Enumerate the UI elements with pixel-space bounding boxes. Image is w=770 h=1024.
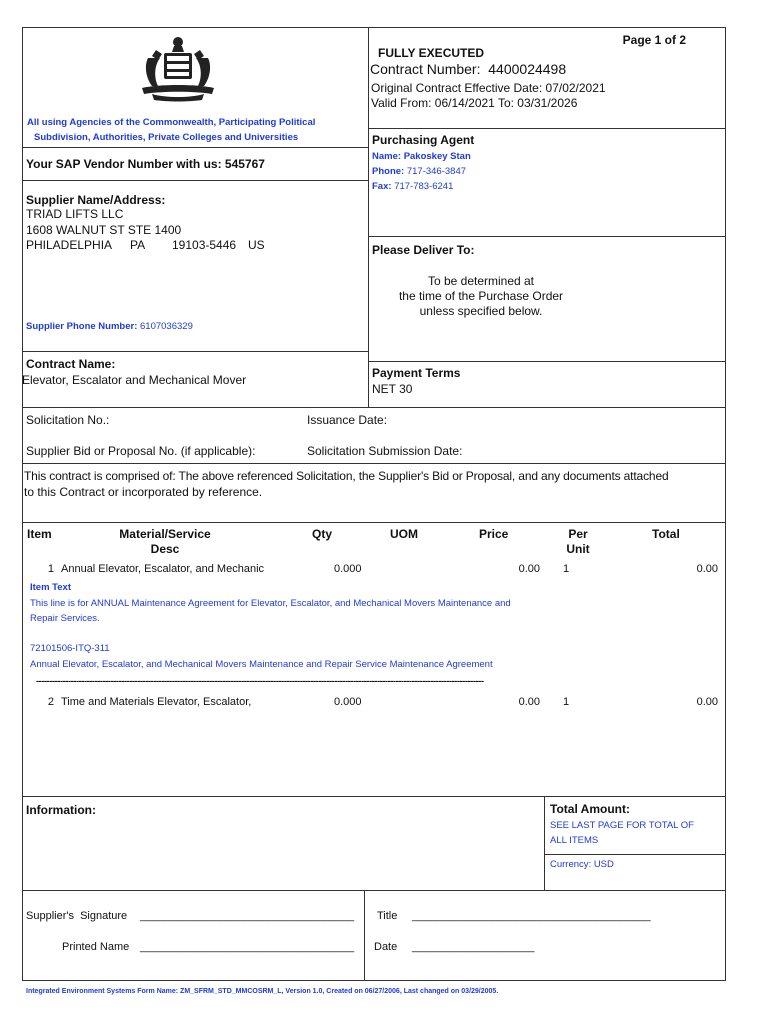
information-title: Information: (26, 803, 96, 817)
contract-number: Contract Number: 4400024498 (370, 61, 567, 77)
contract-name-title: Contract Name: (26, 357, 116, 371)
deliver-title: Please Deliver To: (372, 243, 475, 257)
supplier-signature-label: Supplier's Signature (26, 910, 128, 922)
col-per-line1: Per (568, 527, 588, 541)
agencies-line2: Subdivision, Authorities, Private Colleges and Universities (34, 132, 299, 143)
total-amount-title: Total Amount: (550, 802, 630, 816)
row-divider: ------------------------------------------------------------------------------------------------------------------------------------------------------------------------ (36, 676, 484, 687)
title-line[interactable]: _______________________________________ (412, 910, 651, 922)
date-line[interactable]: ____________________ (412, 941, 535, 953)
divider-solicitation (22, 463, 726, 464)
page-number: Page 1 of 2 (622, 33, 686, 47)
submission-date: Solicitation Submission Date: (307, 444, 463, 458)
sap-vendor-number: Your SAP Vendor Number with us: 545767 (26, 157, 265, 171)
col-desc-line2: Desc (150, 542, 180, 556)
col-desc-line1: Material/Service (119, 527, 211, 541)
agent-fax-label: Fax: (372, 181, 395, 192)
row1-desc: Annual Elevator, Escalator, and Mechanic (61, 563, 265, 575)
row2-number: 2 (47, 696, 54, 708)
agent-fax (372, 181, 453, 192)
item-code: 72101506-ITQ-311 (30, 643, 110, 654)
row2-desc: Time and Materials Elevator, Escalator, (61, 696, 252, 708)
title-label: Title (377, 910, 398, 922)
divider-signature (22, 890, 726, 891)
agent-fax-value: 717-783-6241 (394, 181, 454, 192)
agent-phone-value: 717-346-3847 (406, 166, 467, 177)
divider-agencies (22, 147, 368, 148)
item-text-line1: This line is for ANNUAL Maintenance Agreement for Elevator, Escalator, and Mechanical Movers Maintenance and (30, 598, 511, 609)
col-total: Total (652, 527, 680, 541)
contract-name-value: Elevator, Escalator and Mechanical Mover (22, 373, 247, 387)
divider-currency (544, 854, 726, 855)
agent-name (372, 151, 471, 162)
status-label: FULLY EXECUTED (378, 46, 485, 60)
divider-agent (368, 236, 726, 237)
footer-form-name: Integrated Environment Systems Form Name: ZM_SFRM_STD_MMCOSRM_L, Version 1.0, Created on 06/27/2006, Last changed on 03/29/2005. (26, 988, 499, 995)
supplier-bid-no: Supplier Bid or Proposal No. (if applicable): (26, 444, 256, 458)
supplier-phone-label: Supplier Phone Number: (26, 321, 141, 332)
row2-price: 0.00 (518, 696, 540, 708)
row1-qty: 0.000 (334, 563, 362, 575)
currency: Currency: USD (550, 859, 614, 870)
column-divider-signature (364, 890, 365, 981)
solicitation-no: Solicitation No.: (26, 413, 110, 427)
comprised-line1: This contract is comprised of: The above referenced Solicitation, the Supplier's Bid or Proposal, and any documents attached (24, 469, 669, 483)
deliver-line1: To be determined at (427, 274, 535, 288)
col-per-line2: Unit (566, 542, 590, 556)
supplier-state: PA (130, 238, 146, 252)
supplier-title: Supplier Name/Address: (26, 193, 166, 207)
payment-terms-value: NET 30 (372, 382, 413, 396)
printed-name-line[interactable]: ___________________________________ (140, 941, 355, 953)
row1-number: 1 (47, 563, 54, 575)
agent-phone-label: Phone: (372, 166, 407, 177)
deliver-line2: the time of the Purchase Order (398, 289, 564, 303)
row2-qty: 0.000 (334, 696, 362, 708)
divider-info (22, 796, 726, 797)
column-divider-top (368, 27, 369, 407)
total-note-line1: SEE LAST PAGE FOR TOTAL OF (550, 820, 694, 831)
agent-phone (372, 166, 466, 177)
agent-name-label: Name: (372, 151, 404, 162)
col-qty: Qty (312, 527, 333, 541)
divider-table-top (22, 522, 726, 523)
supplier-phone-value: 6107036329 (140, 321, 193, 332)
row2-total: 0.00 (696, 696, 718, 708)
total-note-line2: ALL ITEMS (550, 835, 599, 846)
item-code-desc: Annual Elevator, Escalator, and Mechanical Movers Maintenance and Repair Service Maintenance Agreement (30, 659, 493, 670)
supplier-name: TRIAD LIFTS LLC (26, 207, 124, 221)
col-item: Item (27, 527, 52, 541)
date-label: Date (374, 941, 398, 953)
divider-supplier (22, 351, 368, 352)
row1-per: 1 (563, 563, 570, 575)
item-text-title: Item Text (30, 582, 72, 593)
divider-contract (22, 407, 726, 408)
printed-name-label: Printed Name (62, 941, 130, 953)
supplier-country: US (248, 238, 265, 252)
original-effective-date: Original Contract Effective Date: 07/02/2021 (371, 81, 606, 95)
row2-per: 1 (563, 696, 570, 708)
purchasing-agent-title: Purchasing Agent (372, 133, 475, 147)
supplier-zip: 19103-5446 (172, 238, 237, 252)
item-text-line2: Repair Services. (30, 613, 100, 624)
column-divider-info (544, 796, 545, 890)
divider-deliver (368, 361, 726, 362)
issuance-date: Issuance Date: (307, 413, 388, 427)
comprised-line2: to this Contract or incorporated by reference. (24, 485, 263, 499)
supplier-signature-line[interactable]: ___________________________________ (140, 910, 355, 922)
supplier-city: PHILADELPHIA (26, 238, 113, 252)
divider-header-right (368, 128, 726, 129)
row1-price: 0.00 (518, 563, 540, 575)
divider-sap (22, 180, 368, 181)
payment-terms-title: Payment Terms (372, 366, 461, 380)
col-uom: UOM (390, 527, 418, 541)
deliver-line3: unless specified below. (419, 304, 543, 318)
col-price: Price (479, 527, 509, 541)
row1-total: 0.00 (696, 563, 718, 575)
agencies-line1: All using Agencies of the Commonwealth, Participating Political (27, 117, 316, 128)
supplier-street: 1608 WALNUT ST STE 1400 (26, 223, 182, 237)
supplier-phone (26, 321, 193, 332)
commonwealth-seal-icon (138, 36, 218, 102)
agent-name-value: Pakoskey Stan (403, 151, 471, 162)
valid-dates: Valid From: 06/14/2021 To: 03/31/2026 (371, 96, 578, 110)
